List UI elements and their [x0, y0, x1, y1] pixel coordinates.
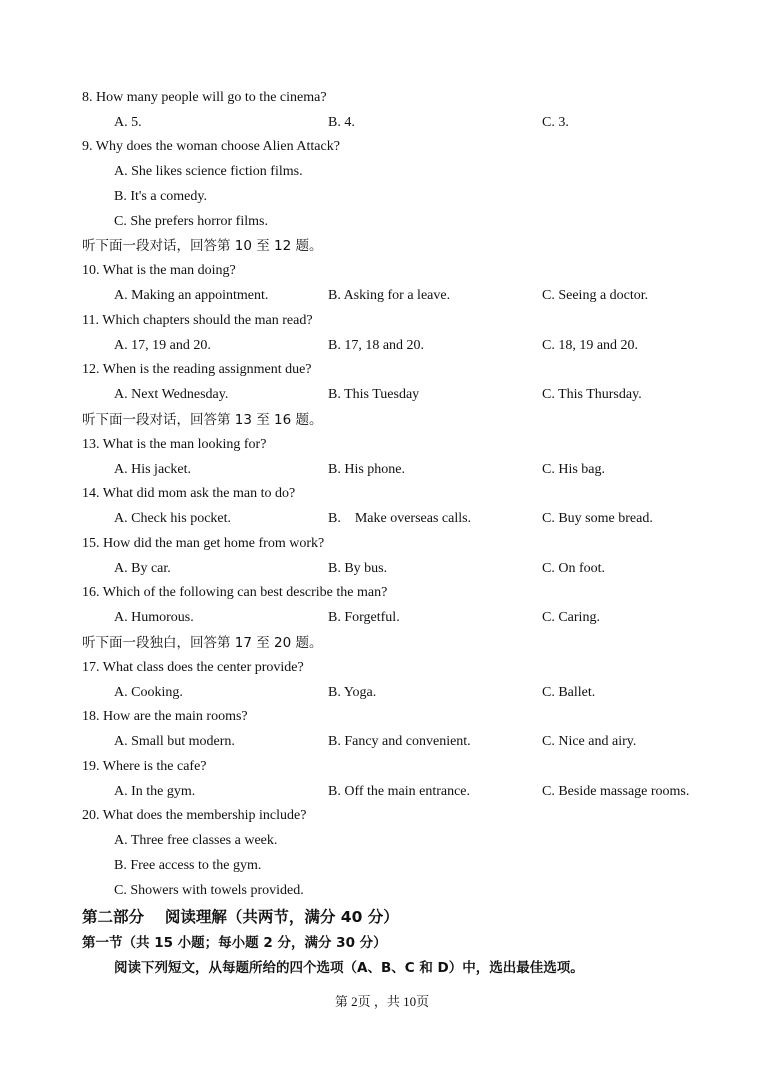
question-16-option-a: A. Humorous.	[114, 610, 194, 625]
question-13-option-a: A. His jacket.	[114, 462, 191, 477]
question-14-stem: 14. What did mom ask the man to do?	[82, 486, 296, 501]
question-16-stem: 16. Which of the following can best describe the man?	[82, 585, 388, 600]
directions-13-16: 听下面一段对话，回答第 13 至 16 题。	[82, 412, 323, 428]
question-10-stem: 10. What is the man doing?	[82, 263, 236, 278]
question-8-stem: 8. How many people will go to the cinema?	[82, 90, 327, 105]
page-footer: 第 2页 ，共 10页	[334, 994, 430, 1009]
question-16-option-b: B. Forgetful.	[328, 610, 400, 625]
question-16-option-c: C. Caring.	[542, 610, 600, 625]
question-14-option-b: B. Make overseas calls.	[328, 511, 472, 526]
question-9-option-b: B. It's a comedy.	[114, 189, 207, 204]
question-12-option-b: B. This Tuesday	[328, 387, 420, 402]
question-10-option-a: A. Making an appointment.	[114, 288, 269, 303]
question-12-stem: 12. When is the reading assignment due?	[82, 362, 312, 377]
question-19-stem: 19. Where is the cafe?	[82, 759, 207, 774]
question-8-option-b: B. 4.	[328, 115, 355, 130]
part-two-heading: 第二部分 阅读理解（共两节，满分 40 分）	[82, 908, 399, 926]
reading-instruction: 阅读下列短文，从每题所给的四个选项（A、B、C 和 D）中，选出最佳选项。	[114, 960, 584, 976]
question-18-option-a: A. Small but modern.	[114, 734, 235, 749]
question-18-stem: 18. How are the main rooms?	[82, 709, 248, 724]
question-9-option-c: C. She prefers horror films.	[114, 214, 268, 229]
question-17-option-c: C. Ballet.	[542, 685, 596, 700]
question-11-option-a: A. 17, 19 and 20.	[114, 338, 211, 353]
question-17-option-a: A. Cooking.	[114, 685, 183, 700]
question-17-option-b: B. Yoga.	[328, 685, 377, 700]
question-20-option-b: B. Free access to the gym.	[114, 858, 262, 873]
question-14-option-a: A. Check his pocket.	[114, 511, 232, 526]
question-20-option-c: C. Showers with towels provided.	[114, 883, 304, 898]
question-11-option-b: B. 17, 18 and 20.	[328, 338, 425, 353]
question-13-stem: 13. What is the man looking for?	[82, 437, 267, 452]
question-13-option-c: C. His bag.	[542, 462, 605, 477]
question-19-option-a: A. In the gym.	[114, 784, 196, 799]
question-12-option-c: C. This Thursday.	[542, 387, 642, 402]
question-15-stem: 15. How did the man get home from work?	[82, 536, 325, 551]
question-12-option-a: A. Next Wednesday.	[114, 387, 229, 402]
question-9-option-a: A. She likes science fiction films.	[114, 164, 303, 179]
question-11-stem: 11. Which chapters should the man read?	[82, 313, 313, 328]
question-10-option-b: B. Asking for a leave.	[328, 288, 451, 303]
question-13-option-b: B. His phone.	[328, 462, 405, 477]
question-10-option-c: C. Seeing a doctor.	[542, 288, 649, 303]
directions-17-20: 听下面一段独白，回答第 17 至 20 题。	[82, 635, 323, 651]
directions-10-12: 听下面一段对话，回答第 10 至 12 题。	[82, 238, 323, 254]
question-8-option-a: A. 5.	[114, 115, 142, 130]
question-19-option-b: B. Off the main entrance.	[328, 784, 471, 799]
question-18-option-c: C. Nice and airy.	[542, 734, 637, 749]
question-15-option-a: A. By car.	[114, 561, 171, 576]
question-20-option-a: A. Three free classes a week.	[114, 833, 278, 848]
question-17-stem: 17. What class does the center provide?	[82, 660, 304, 675]
question-19-option-c: C. Beside massage rooms.	[542, 784, 690, 799]
question-11-option-c: C. 18, 19 and 20.	[542, 338, 639, 353]
question-9-stem: 9. Why does the woman choose Alien Attack?	[82, 139, 340, 154]
question-8-option-c: C. 3.	[542, 115, 569, 130]
section-one-heading: 第一节（共 15 小题；每小题 2 分，满分 30 分）	[82, 935, 387, 951]
question-15-option-c: C. On foot.	[542, 561, 605, 576]
question-18-option-b: B. Fancy and convenient.	[328, 734, 471, 749]
question-14-option-c: C. Buy some bread.	[542, 511, 653, 526]
question-20-stem: 20. What does the membership include?	[82, 808, 307, 823]
question-15-option-b: B. By bus.	[328, 561, 388, 576]
